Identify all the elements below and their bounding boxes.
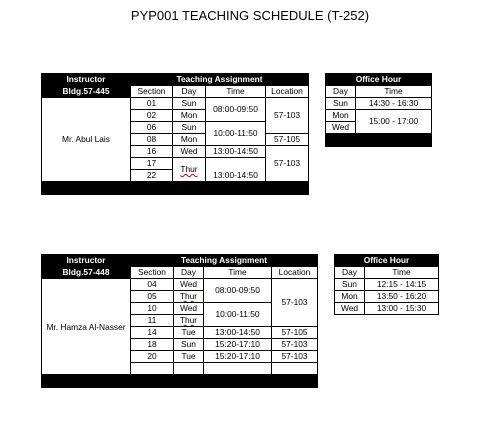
day-cell: Mon bbox=[173, 110, 206, 122]
section-cell: 04 bbox=[131, 279, 174, 291]
section-cell: 17 bbox=[131, 158, 173, 170]
section-cell: 16 bbox=[131, 146, 173, 158]
table-footer bbox=[326, 134, 432, 147]
office-hour-header: Office Hour bbox=[326, 74, 432, 86]
day-cell bbox=[174, 291, 204, 303]
time-header: Time bbox=[356, 86, 432, 98]
location-cell: 57-103 bbox=[272, 351, 318, 363]
day-header: Day bbox=[173, 86, 206, 98]
day-text: Thur bbox=[180, 164, 198, 174]
table-footer bbox=[42, 375, 318, 388]
section-header: Section bbox=[131, 267, 174, 279]
section-cell: 08 bbox=[131, 134, 173, 146]
time-cell: 15:20-17:10 bbox=[204, 351, 272, 363]
office-day: Mon bbox=[335, 291, 365, 303]
section-cell: 18 bbox=[131, 339, 174, 351]
time-cell: 08:00-09:50 bbox=[204, 279, 272, 303]
section-cell: 11 bbox=[131, 315, 174, 327]
day-cell: Sun bbox=[173, 98, 206, 110]
office-time: 12:15 - 14:15 bbox=[365, 279, 439, 291]
office-time: 13:50 - 16:20 bbox=[365, 291, 439, 303]
section-cell-empty bbox=[131, 363, 174, 375]
page-title: PYP001 TEACHING SCHEDULE (T-252) bbox=[130, 8, 370, 23]
bldg-label: Bldg.57-448 bbox=[42, 267, 131, 279]
office-day: Mon bbox=[326, 110, 356, 122]
office-hour-table-2 bbox=[334, 254, 439, 315]
section-cell: 10 bbox=[131, 303, 174, 315]
time-cell: 08:00-09:50 bbox=[206, 98, 266, 122]
location-cell: 57-105 bbox=[266, 134, 309, 146]
day-text: Thur bbox=[179, 291, 198, 301]
location-cell: 57-103 bbox=[272, 339, 318, 351]
section-cell: 05 bbox=[131, 291, 174, 303]
section-header: Section bbox=[131, 86, 173, 98]
day-cell: Wed bbox=[174, 303, 204, 315]
time-cell-empty bbox=[204, 363, 272, 375]
time-cell: 13:00-14:50 bbox=[204, 327, 272, 339]
day-cell bbox=[174, 315, 204, 327]
section-cell: 02 bbox=[131, 110, 173, 122]
time-cell: 10:00-11:50 bbox=[206, 122, 266, 146]
instructor-name: Mr. Abul Lais bbox=[42, 98, 131, 182]
office-time: 13:00 - 15:30 bbox=[365, 303, 439, 315]
time-cell: 10:00-11:50 bbox=[204, 303, 272, 327]
day-header: Day bbox=[335, 267, 365, 279]
time-header: Time bbox=[206, 86, 266, 98]
day-cell: Tue bbox=[174, 327, 204, 339]
time-cell: 13:00-14:50 bbox=[206, 170, 266, 182]
office-day: Wed bbox=[335, 303, 365, 315]
day-header: Day bbox=[326, 86, 356, 98]
day-cell: Mon bbox=[173, 134, 206, 146]
office-day: Sun bbox=[335, 279, 365, 291]
day-cell: Sun bbox=[174, 339, 204, 351]
time-header: Time bbox=[365, 267, 439, 279]
instructor-name: Mr. Hamza Al-Nasser bbox=[42, 279, 131, 375]
section-cell: 20 bbox=[131, 351, 174, 363]
time-cell: 15:20-17:10 bbox=[204, 339, 272, 351]
location-cell: 57-103 bbox=[272, 279, 318, 327]
section-cell: 01 bbox=[131, 98, 173, 110]
location-cell: 57-103 bbox=[266, 98, 309, 134]
location-header: Location bbox=[272, 267, 318, 279]
instructor-header: Instructor bbox=[42, 255, 131, 267]
section-cell: 22 bbox=[131, 170, 173, 182]
office-day: Sun bbox=[326, 98, 356, 110]
section-cell: 14 bbox=[131, 327, 174, 339]
teaching-table-2 bbox=[41, 254, 318, 388]
day-cell: Tue bbox=[174, 351, 204, 363]
teaching-table-1 bbox=[41, 73, 309, 195]
time-cell: 13:00-14:50 bbox=[206, 146, 266, 158]
location-header: Location bbox=[266, 86, 309, 98]
day-header: Day bbox=[174, 267, 204, 279]
section-cell: 06 bbox=[131, 122, 173, 134]
office-hour-table-1 bbox=[325, 73, 432, 147]
table-footer bbox=[42, 182, 309, 195]
teaching-assignment-header: Teaching Assignment bbox=[131, 255, 318, 267]
day-cell-empty bbox=[174, 363, 204, 375]
day-cell: Sun bbox=[173, 122, 206, 134]
office-day: Wed bbox=[326, 122, 356, 134]
office-time: 15:00 - 17:00 bbox=[356, 110, 432, 134]
location-cell: 57-105 bbox=[272, 327, 318, 339]
day-cell bbox=[173, 158, 206, 182]
time-header: Time bbox=[204, 267, 272, 279]
day-cell: Wed bbox=[173, 146, 206, 158]
teaching-assignment-header: Teaching Assignment bbox=[131, 74, 309, 86]
office-hour-header: Office Hour bbox=[335, 255, 439, 267]
time-cell-empty bbox=[206, 158, 266, 170]
instructor-header: Instructor bbox=[42, 74, 131, 86]
location-cell-empty bbox=[272, 363, 318, 375]
day-text: Thur bbox=[179, 315, 198, 325]
location-cell: 57-103 bbox=[266, 146, 309, 182]
bldg-label: Bldg.57-445 bbox=[42, 86, 131, 98]
day-cell: Wed bbox=[174, 279, 204, 291]
office-time: 14:30 - 16:30 bbox=[356, 98, 432, 110]
